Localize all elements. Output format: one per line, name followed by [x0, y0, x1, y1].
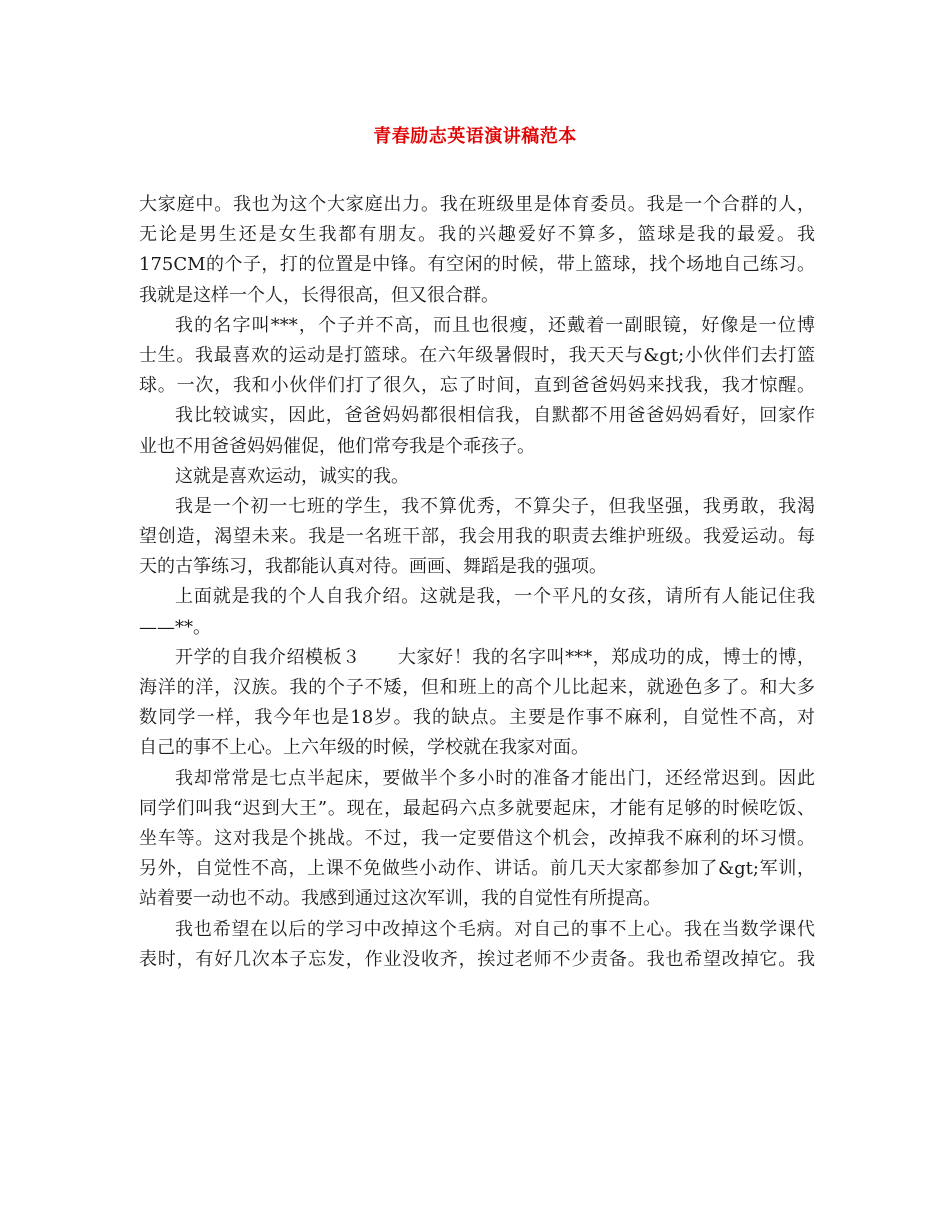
text-line: 开学的自我介绍模板３ 大家好！我的名字叫***，郑成功的成，博士的博， — [175, 646, 815, 668]
text-line: 无论是男生还是女生我都有朋友。我的兴趣爱好不算多，篮球是我的最爱。我 — [139, 224, 815, 246]
text-line: 另外，自觉性不高，上课不免做些小动作、讲话。前几天大家都参加了&gt;军训， — [139, 858, 815, 880]
document-body — [139, 190, 815, 975]
text-line: 表时，有好几次本子忘发，作业没收齐，挨过老师不少责备。我也希望改掉它。我 — [139, 948, 815, 970]
text-line: 望创造，渴望未来。我是一名班干部，我会用我的职责去维护班级。我爱运动。每 — [139, 526, 815, 548]
text-line: 我就是这样一个人，长得很高，但又很合群。 — [139, 284, 499, 306]
text-line: 我的名字叫***，个子并不高，而且也很瘦，还戴着一副眼镜，好像是一位博 — [175, 314, 815, 336]
text-line: 坐车等。这对我是个挑战。不过，我一定要借这个机会，改掉我不麻利的坏习惯。 — [139, 827, 815, 849]
text-line: 数同学一样，我今年也是18岁。我的缺点。主要是作事不麻利，自觉性不高，对 — [139, 707, 815, 729]
text-line: 我却常常是七点半起床，要做半个多小时的准备才能出门，还经常迟到。因此 — [175, 767, 815, 789]
text-line: 我比较诚实，因此，爸爸妈妈都很相信我，自默都不用爸爸妈妈看好，回家作 — [175, 405, 815, 427]
text-line: 上面就是我的个人自我介绍。这就是我，一个平凡的女孩，请所有人能记住我 — [175, 586, 815, 608]
text-line: 自己的事不上心。上六年级的时候，学校就在我家对面。 — [139, 737, 589, 759]
text-line: 同学们叫我“迟到大王”。现在，最起码六点多就要起床，才能有足够的时候吃饭、 — [139, 797, 815, 819]
text-line: 大家庭中。我也为这个大家庭出力。我在班级里是体育委员。我是一个合群的人， — [139, 194, 815, 215]
text-line: 士生。我最喜欢的运动是打篮球。在六年级暑假时，我天天与&gt;小伙伴们去打篮 — [139, 344, 815, 366]
text-line: 天的古筝练习，我都能认真对待。画画、舞蹈是我的强项。 — [139, 556, 607, 578]
text-line: 175CM的个子，打的位置是中锋。有空闲的时候，带上篮球，找个场地自己练习。 — [139, 254, 815, 276]
text-line: 我也希望在以后的学习中改掉这个毛病。对自己的事不上心。我在当数学课代 — [175, 918, 815, 940]
text-line: 站着要一动也不动。我感到通过这次军训，我的自觉性有所提高。 — [139, 888, 661, 910]
text-line: 业也不用爸爸妈妈催促，他们常夸我是个乖孩子。 — [139, 435, 535, 457]
page-title: 青春励志英语演讲稿范本 — [373, 126, 577, 147]
text-line: 海洋的洋，汉族。我的个子不矮，但和班上的高个儿比起来，就逊色多了。和大多 — [139, 677, 815, 698]
text-line: 球。一次，我和小伙伴们打了很久，忘了时间，直到爸爸妈妈来找我，我才惊醒。 — [139, 375, 815, 397]
text-line: 这就是喜欢运动，诚实的我。 — [175, 465, 409, 487]
text-line: 我是一个初一七班的学生，我不算优秀，不算尖子，但我坚强，我勇敢，我渴 — [175, 495, 815, 517]
text-line: ——**。 — [139, 616, 211, 638]
